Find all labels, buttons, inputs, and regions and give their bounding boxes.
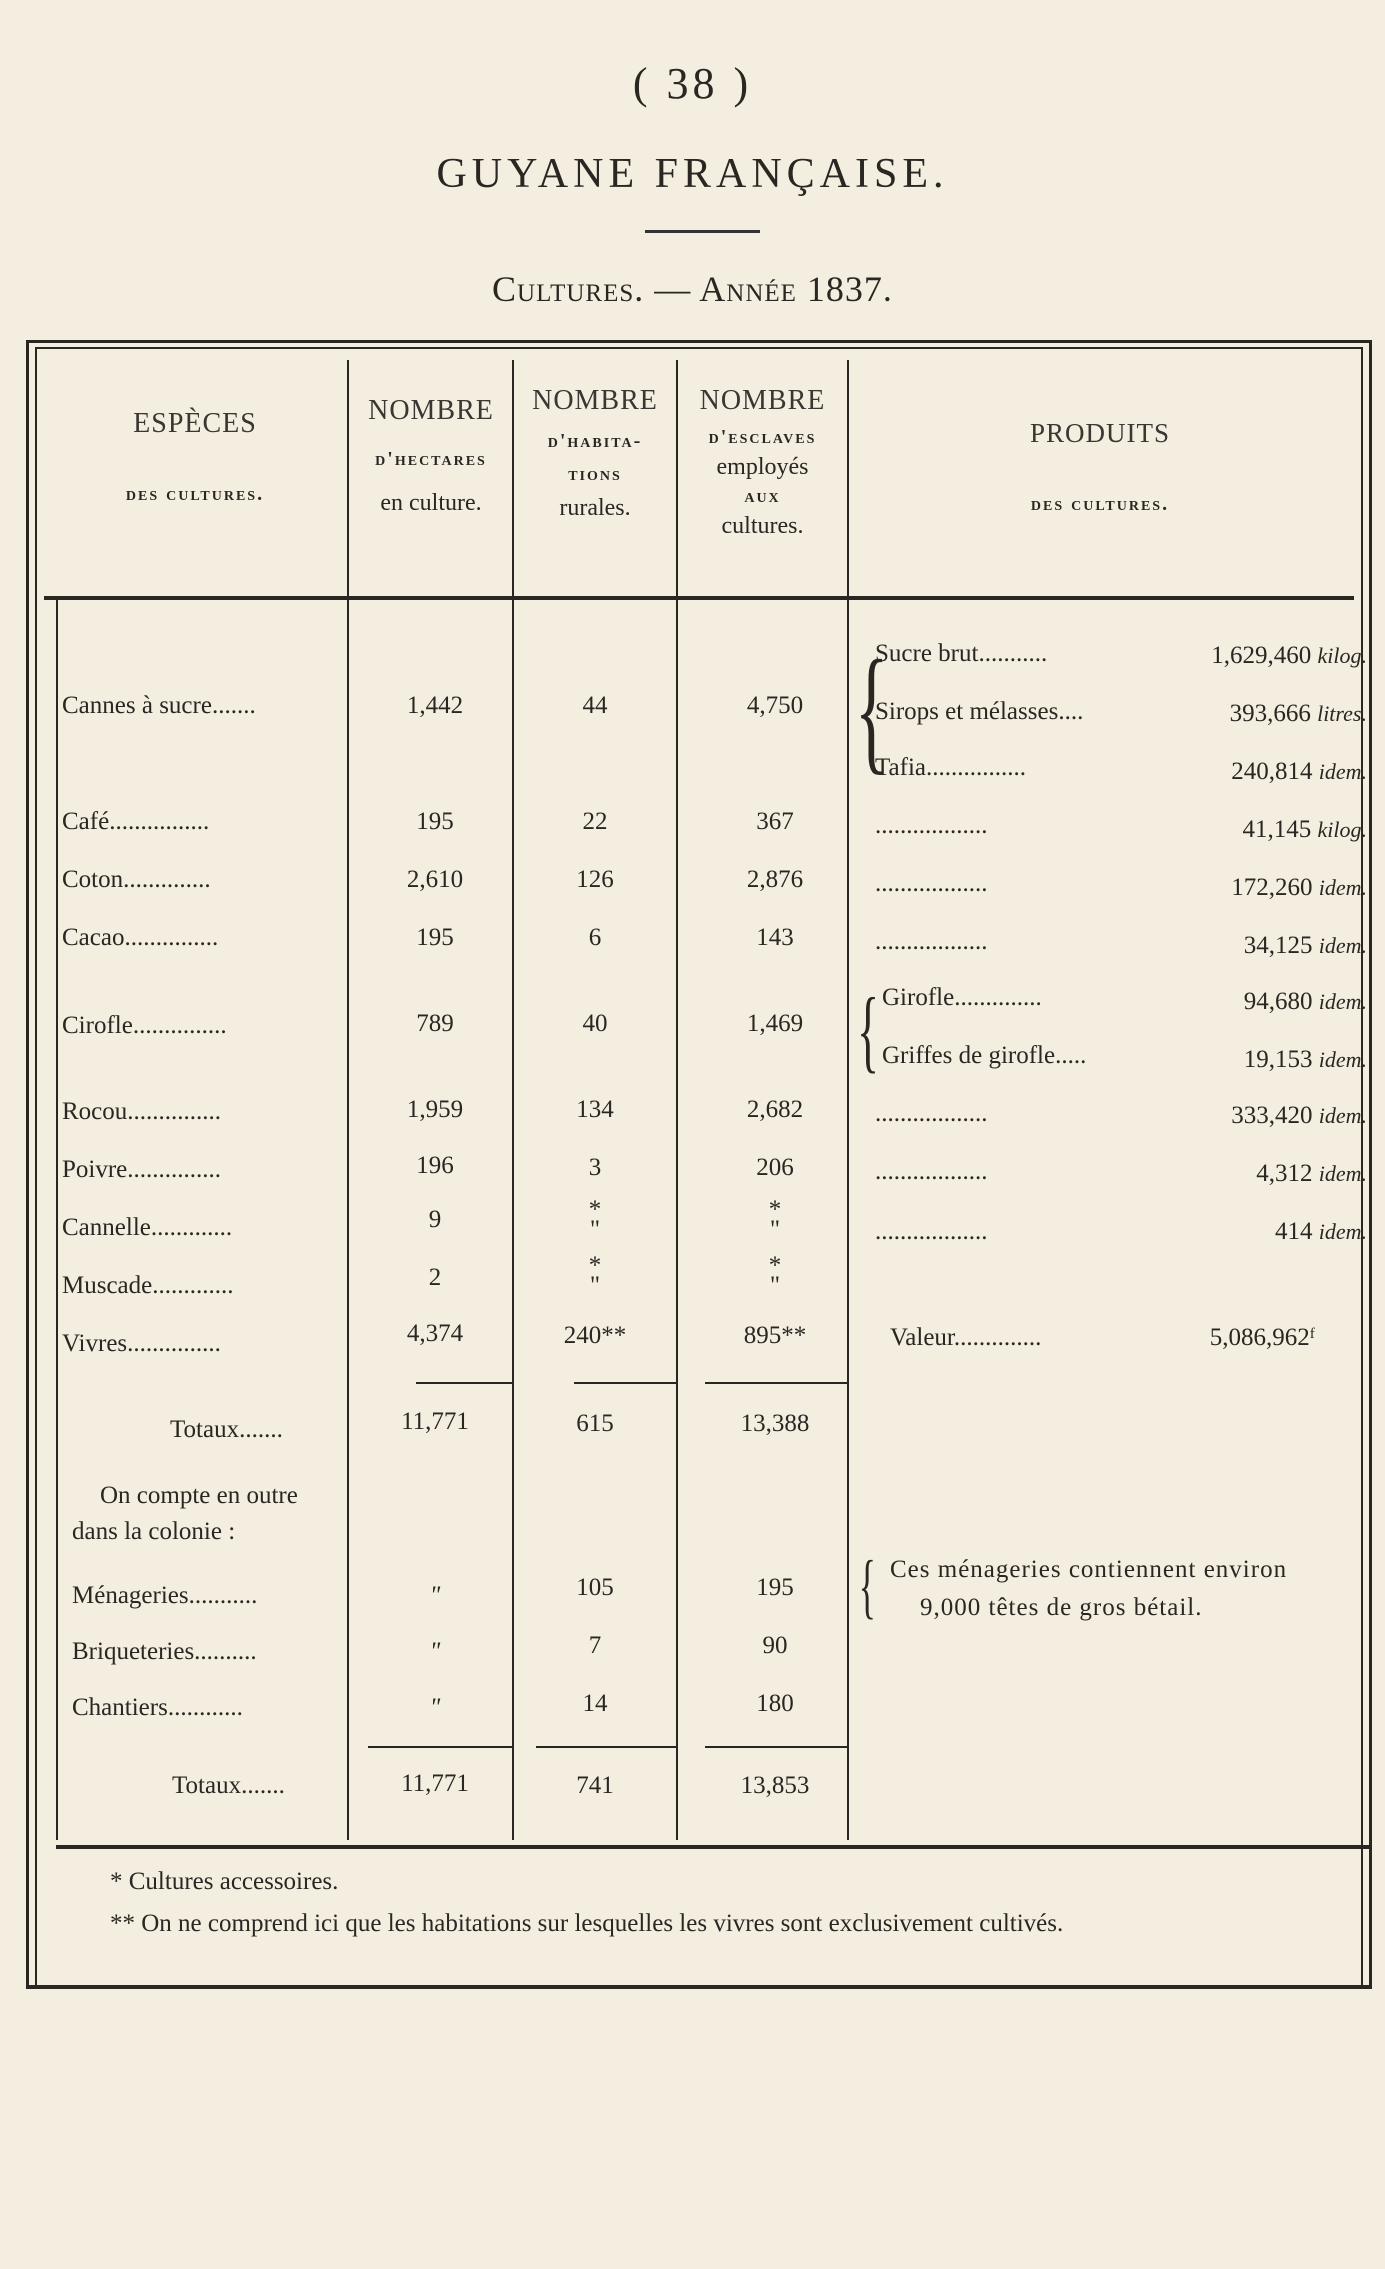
product-name: .................. bbox=[875, 870, 988, 897]
menageries-brace: { bbox=[858, 1546, 876, 1626]
extra-row-hectares: " bbox=[429, 1694, 441, 1721]
row-hectares: 2,610 bbox=[406, 866, 464, 893]
row-habitations: 44 bbox=[582, 692, 608, 719]
totals-hectares: 11,771 bbox=[401, 1770, 469, 1797]
row-esclaves: 1,469 bbox=[746, 1010, 804, 1037]
product-unit: idem. bbox=[1318, 759, 1367, 784]
header-especes bbox=[60, 405, 330, 508]
row-hectares: 4,374 bbox=[406, 1320, 464, 1347]
totals-rule bbox=[416, 1382, 512, 1384]
extra-row-esclaves: 195 bbox=[756, 1574, 794, 1601]
row-esclaves: * bbox=[768, 1252, 782, 1279]
girofle-brace: { bbox=[857, 979, 880, 1081]
header-hectares bbox=[350, 392, 512, 519]
menageries-note-line1: Ces ménageries contiennent environ bbox=[890, 1556, 1288, 1583]
totals-rule bbox=[368, 1746, 512, 1748]
row-habitations: 3 bbox=[588, 1154, 602, 1181]
row-habitations: 40 bbox=[582, 1010, 608, 1037]
product-unit: idem. bbox=[1318, 1219, 1367, 1244]
product-unit: idem. bbox=[1318, 933, 1367, 958]
product-amount: 41,145 bbox=[1242, 816, 1312, 843]
product-amount: 4,312 bbox=[1256, 1160, 1313, 1187]
row-esclaves: 206 bbox=[756, 1154, 794, 1181]
row-habitations: * bbox=[588, 1196, 602, 1223]
en-outre-line1: On compte en outre bbox=[100, 1482, 298, 1509]
row-hectares: 196 bbox=[416, 1152, 454, 1179]
product-unit: idem. bbox=[1318, 989, 1367, 1014]
row-esclaves: 895** bbox=[743, 1322, 807, 1349]
ditto-mark: " bbox=[589, 1272, 601, 1299]
product-name: Sucre brut........... bbox=[875, 640, 1048, 667]
product-amount: 94,680 bbox=[1243, 988, 1313, 1015]
header-produits-l1: PRODUITS bbox=[1029, 418, 1171, 448]
product-amount: 333,420 bbox=[1231, 1102, 1313, 1129]
menageries-note-line2: 9,000 têtes de gros bétail. bbox=[920, 1594, 1203, 1621]
extra-row-habitations: 7 bbox=[588, 1632, 602, 1659]
header-habitations-l4: rurales. bbox=[559, 494, 631, 521]
product-name: Girofle.............. bbox=[882, 984, 1042, 1011]
product-unit: litres. bbox=[1317, 701, 1367, 726]
row-habitations: 22 bbox=[582, 808, 608, 835]
product-value bbox=[1230, 700, 1367, 728]
title-rule bbox=[645, 230, 760, 233]
page-number: ( 38 ) bbox=[632, 59, 753, 108]
product-unit: idem. bbox=[1318, 875, 1367, 900]
header-especes-l2: des cultures. bbox=[125, 482, 265, 505]
col-divider-3 bbox=[676, 360, 678, 1840]
footnote-2: ** On ne comprend ici que les habitations sur lesquelles les vivres sont exclusivement cultivés. bbox=[110, 1910, 1064, 1937]
header-hectares-l2: d'hectares bbox=[375, 447, 487, 470]
header-rule bbox=[44, 596, 1354, 600]
row-esclaves: * bbox=[768, 1196, 782, 1223]
product-amount: 414 bbox=[1274, 1218, 1313, 1245]
row-label: Cannelle............. bbox=[62, 1214, 233, 1241]
product-value bbox=[1211, 642, 1367, 670]
row-habitations: 134 bbox=[576, 1096, 614, 1123]
extra-row-label: Ménageries........... bbox=[72, 1582, 258, 1609]
product-value bbox=[1244, 988, 1367, 1016]
extra-row-habitations: 14 bbox=[582, 1690, 608, 1717]
totals-hectares: 11,771 bbox=[401, 1408, 469, 1435]
row-habitations: * bbox=[588, 1252, 602, 1279]
product-amount: 34,125 bbox=[1243, 932, 1313, 959]
row-hectares: 789 bbox=[416, 1010, 454, 1037]
header-esclaves-l3: employés bbox=[716, 453, 809, 480]
header-habitations bbox=[514, 382, 676, 524]
extra-row-hectares: " bbox=[429, 1638, 441, 1665]
product-value bbox=[1244, 932, 1367, 960]
ditto-mark: " bbox=[769, 1272, 781, 1299]
header-esclaves bbox=[678, 382, 847, 543]
row-hectares: 195 bbox=[416, 924, 454, 951]
product-unit: idem. bbox=[1318, 1103, 1367, 1128]
header-esclaves-l1: NOMBRE bbox=[699, 385, 826, 416]
totals-rule bbox=[536, 1746, 676, 1748]
page-title: GUYANE FRANÇAISE. bbox=[436, 151, 949, 197]
row-label: Vivres............... bbox=[62, 1330, 221, 1357]
row-hectares: 2 bbox=[428, 1264, 442, 1291]
product-value bbox=[1275, 1218, 1367, 1246]
row-habitations: 6 bbox=[588, 924, 602, 951]
product-name: Tafia................ bbox=[875, 754, 1026, 781]
totals-label: Totaux....... bbox=[170, 1416, 283, 1443]
row-hectares: 9 bbox=[428, 1206, 442, 1233]
product-value bbox=[1231, 874, 1367, 902]
row-hectares: 1,442 bbox=[406, 692, 464, 719]
row-label: Rocou............... bbox=[62, 1098, 222, 1125]
product-name: .................. bbox=[875, 1218, 988, 1245]
totals-esclaves: 13,853 bbox=[740, 1772, 810, 1799]
product-unit: idem. bbox=[1318, 1161, 1367, 1186]
table-subtitle: Cultures. — Année 1837. bbox=[492, 269, 893, 309]
totals-esclaves: 13,388 bbox=[740, 1410, 810, 1437]
product-value bbox=[1243, 816, 1368, 844]
header-esclaves-l4: aux bbox=[744, 485, 781, 508]
product-amount: 393,666 bbox=[1229, 700, 1311, 727]
ditto-mark: " bbox=[589, 1216, 601, 1243]
col-divider-1 bbox=[347, 360, 349, 1840]
en-outre-line2: dans la colonie : bbox=[72, 1518, 236, 1545]
product-unit: kilog. bbox=[1317, 643, 1367, 668]
row-hectares: 1,959 bbox=[406, 1096, 464, 1123]
header-produits-l2: des cultures. bbox=[1030, 493, 1170, 516]
header-esclaves-l2: d'esclaves bbox=[708, 425, 817, 448]
row-label: Cirofle............... bbox=[62, 1012, 227, 1039]
ditto-mark: " bbox=[769, 1216, 781, 1243]
header-produits bbox=[850, 415, 1350, 518]
table-bottom-rule bbox=[56, 1845, 1372, 1849]
row-label: Poivre............... bbox=[62, 1156, 222, 1183]
product-amount: 240,814 bbox=[1231, 758, 1313, 785]
extra-row-hectares: " bbox=[429, 1582, 441, 1609]
header-esclaves-l5: cultures. bbox=[721, 513, 804, 540]
product-amount: 1,629,460 bbox=[1211, 642, 1312, 669]
row-esclaves: 367 bbox=[756, 808, 794, 835]
product-name: .................. bbox=[875, 1158, 988, 1185]
footnote-1: * Cultures accessoires. bbox=[110, 1868, 339, 1895]
row-habitations: 126 bbox=[576, 866, 614, 893]
totals-habitations: 741 bbox=[576, 1772, 614, 1799]
row-esclaves: 2,876 bbox=[746, 866, 804, 893]
row-habitations: 240** bbox=[563, 1322, 627, 1349]
totals-rule bbox=[574, 1382, 676, 1384]
row-esclaves: 2,682 bbox=[746, 1096, 804, 1123]
product-value bbox=[1244, 1046, 1367, 1074]
col-divider-2 bbox=[512, 360, 514, 1840]
product-name: .................. bbox=[875, 928, 988, 955]
totals-rule bbox=[705, 1382, 847, 1384]
product-unit: idem. bbox=[1318, 1047, 1367, 1072]
extra-row-label: Briqueteries.......... bbox=[72, 1638, 257, 1665]
row-label: Cacao............... bbox=[62, 924, 219, 951]
extra-row-habitations: 105 bbox=[576, 1574, 614, 1601]
header-habitations-l2: d'habita- bbox=[547, 429, 643, 452]
page-bottom-rule bbox=[26, 1985, 1372, 1989]
product-value bbox=[1210, 1324, 1315, 1352]
extra-row-esclaves: 180 bbox=[756, 1690, 794, 1717]
product-name: .................. bbox=[875, 812, 988, 839]
totals-rule bbox=[705, 1746, 847, 1748]
row-label: Cannes à sucre....... bbox=[62, 692, 256, 719]
product-value bbox=[1231, 758, 1367, 786]
row-label: Café................ bbox=[62, 808, 210, 835]
product-name: Sirops et mélasses.... bbox=[875, 698, 1084, 725]
product-unit: kilog. bbox=[1317, 817, 1367, 842]
product-name: .................. bbox=[875, 1100, 988, 1127]
row-esclaves: 143 bbox=[756, 924, 794, 951]
row-esclaves: 4,750 bbox=[746, 692, 804, 719]
product-value bbox=[1256, 1160, 1367, 1188]
header-habitations-l3: tions bbox=[568, 462, 622, 485]
sugar-brace: { bbox=[854, 632, 889, 787]
product-amount: 19,153 bbox=[1243, 1046, 1313, 1073]
totals-label: Totaux....... bbox=[172, 1772, 285, 1799]
product-name: Valeur.............. bbox=[890, 1324, 1042, 1351]
extra-row-label: Chantiers............ bbox=[72, 1694, 243, 1721]
product-amount: 5,086,962ᶠ bbox=[1209, 1324, 1315, 1351]
header-habitations-l1: NOMBRE bbox=[532, 385, 658, 416]
product-name: Griffes de girofle..... bbox=[882, 1042, 1087, 1069]
totals-habitations: 615 bbox=[576, 1410, 614, 1437]
row-hectares: 195 bbox=[416, 808, 454, 835]
product-value bbox=[1231, 1102, 1367, 1130]
header-hectares-l1: NOMBRE bbox=[368, 395, 494, 426]
product-amount: 172,260 bbox=[1231, 874, 1313, 901]
header-especes-l1: ESPÈCES bbox=[133, 408, 257, 439]
extra-row-esclaves: 90 bbox=[762, 1632, 788, 1659]
row-label: Muscade............. bbox=[62, 1272, 234, 1299]
header-hectares-l3: en culture. bbox=[380, 489, 482, 516]
left-inner-border bbox=[56, 600, 58, 1840]
row-label: Coton.............. bbox=[62, 866, 211, 893]
